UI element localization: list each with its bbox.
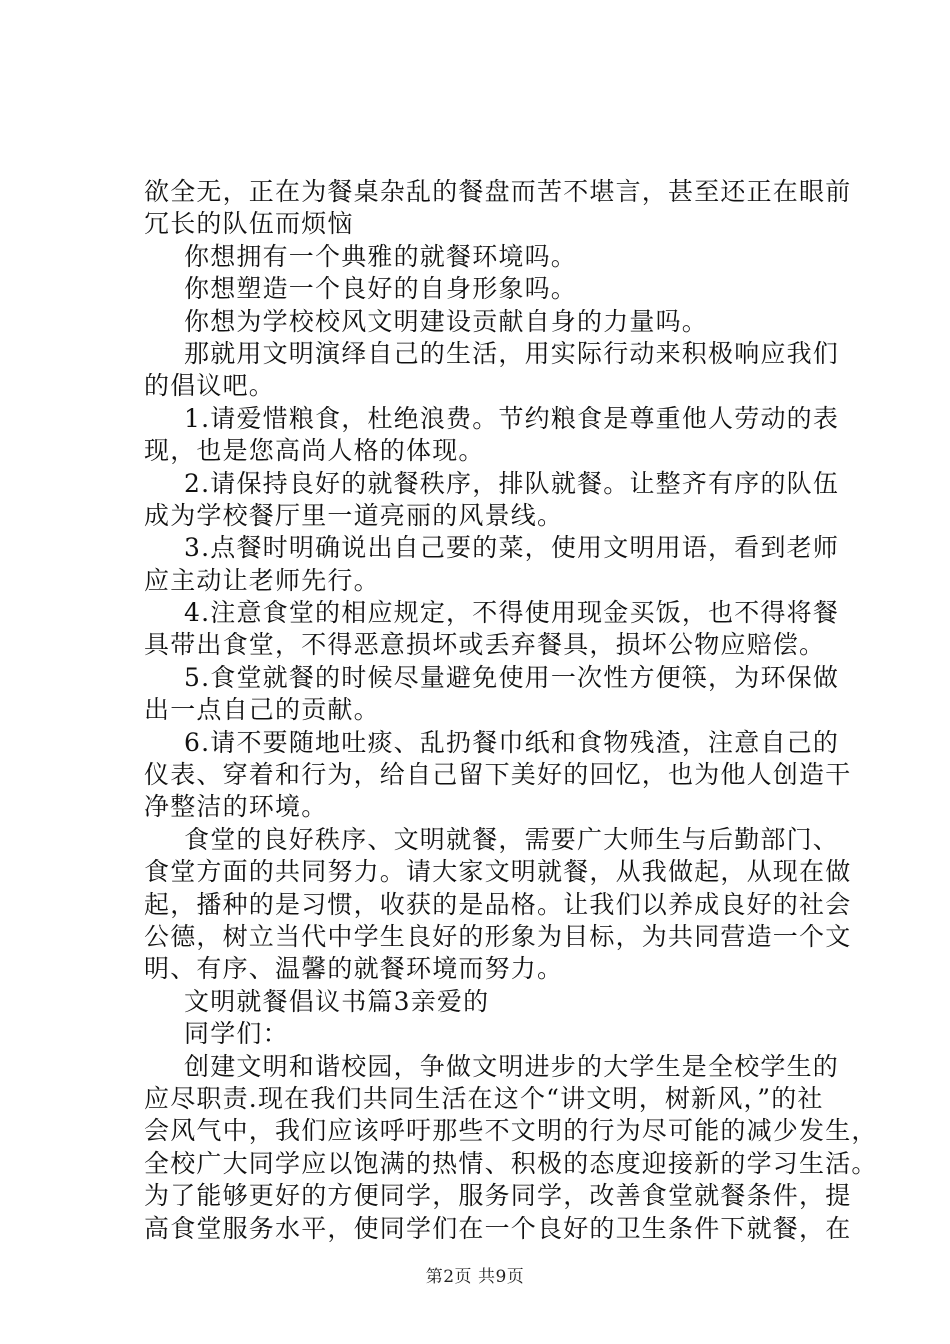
text-line: 2.请保持良好的就餐秩序，排队就餐。让整齐有序的队伍 xyxy=(184,468,840,498)
text-line: 仪表、穿着和行为，给自己留下美好的回忆，也为他人创造干 xyxy=(144,760,852,790)
text-line: 你想塑造一个良好的自身形象吗。 xyxy=(184,274,578,304)
text-line: 3.点餐时明确说出自己要的菜，使用文明用语，看到老师 xyxy=(184,533,840,563)
text-line: 出一点自己的贡献。 xyxy=(144,695,380,725)
text-line: 起，播种的是习惯，收获的是品格。让我们以养成良好的社会 xyxy=(144,889,852,919)
body-text xyxy=(144,176,878,1245)
text-line: 食堂方面的共同努力。请大家文明就餐，从我做起，从现在做 xyxy=(144,857,852,887)
text-line: 净整洁的环境。 xyxy=(144,792,328,822)
text-line: 应尽职责.现在我们共同生活在这个“讲文明，树新风，”的社 xyxy=(144,1083,824,1113)
text-line: 公德，树立当代中学生良好的形象为目标，为共同营造一个文 xyxy=(144,921,852,951)
text-line: 那就用文明演绎自己的生活，用实际行动来积极响应我们 xyxy=(184,338,840,368)
text-line: 成为学校餐厅里一道亮丽的风景线。 xyxy=(144,500,564,530)
text-line: 文明就餐倡议书篇3亲爱的 xyxy=(184,986,490,1016)
text-line: 具带出食堂，不得恶意损坏或丢弃餐具，损坏公物应赔偿。 xyxy=(144,630,826,660)
text-line: 为了能够更好的方便同学，服务同学，改善食堂就餐条件，提 xyxy=(144,1181,852,1211)
text-line: 6.请不要随地吐痰、乱扔餐巾纸和食物残渣，注意自己的 xyxy=(184,727,840,757)
text-line: 你想为学校校风文明建设贡献自身的力量吗。 xyxy=(184,306,709,336)
text-line: 食堂的良好秩序、文明就餐，需要广大师生与后勤部门、 xyxy=(184,824,840,854)
text-line: 5.食堂就餐的时候尽量避免使用一次性方便筷，为环保做 xyxy=(184,662,840,692)
text-line: 创建文明和谐校园，争做文明进步的大学生是全校学生的 xyxy=(184,1051,840,1081)
text-line: 的倡议吧。 xyxy=(144,371,276,401)
text-line: 全校广大同学应以饱满的热情、积极的态度迎接新的学习生活。 xyxy=(144,1148,878,1178)
text-line: 现，也是您高尚人格的体现。 xyxy=(144,436,485,466)
text-line: 同学们： xyxy=(184,1019,289,1049)
text-line: 你想拥有一个典雅的就餐环境吗。 xyxy=(184,241,578,271)
text-line: 高食堂服务水平，使同学们在一个良好的卫生条件下就餐，在 xyxy=(144,1213,852,1243)
text-line: 明、有序、温馨的就餐环境而努力。 xyxy=(144,954,564,984)
page-footer: 第2页 共9页 xyxy=(425,1267,525,1287)
text-line: 冗长的队伍而烦恼 xyxy=(144,209,354,239)
text-line: 1.请爱惜粮食，杜绝浪费。节约粮食是尊重他人劳动的表 xyxy=(184,403,840,433)
text-line: 会风气中，我们应该呼吁那些不文明的行为尽可能的减少发生， xyxy=(144,1116,878,1146)
text-line: 欲全无，正在为餐桌杂乱的餐盘而苦不堪言，甚至还正在眼前 xyxy=(144,177,852,206)
text-line: 4.注意食堂的相应规定，不得使用现金买饭，也不得将餐 xyxy=(184,598,840,628)
text-line: 应主动让老师先行。 xyxy=(144,565,380,595)
